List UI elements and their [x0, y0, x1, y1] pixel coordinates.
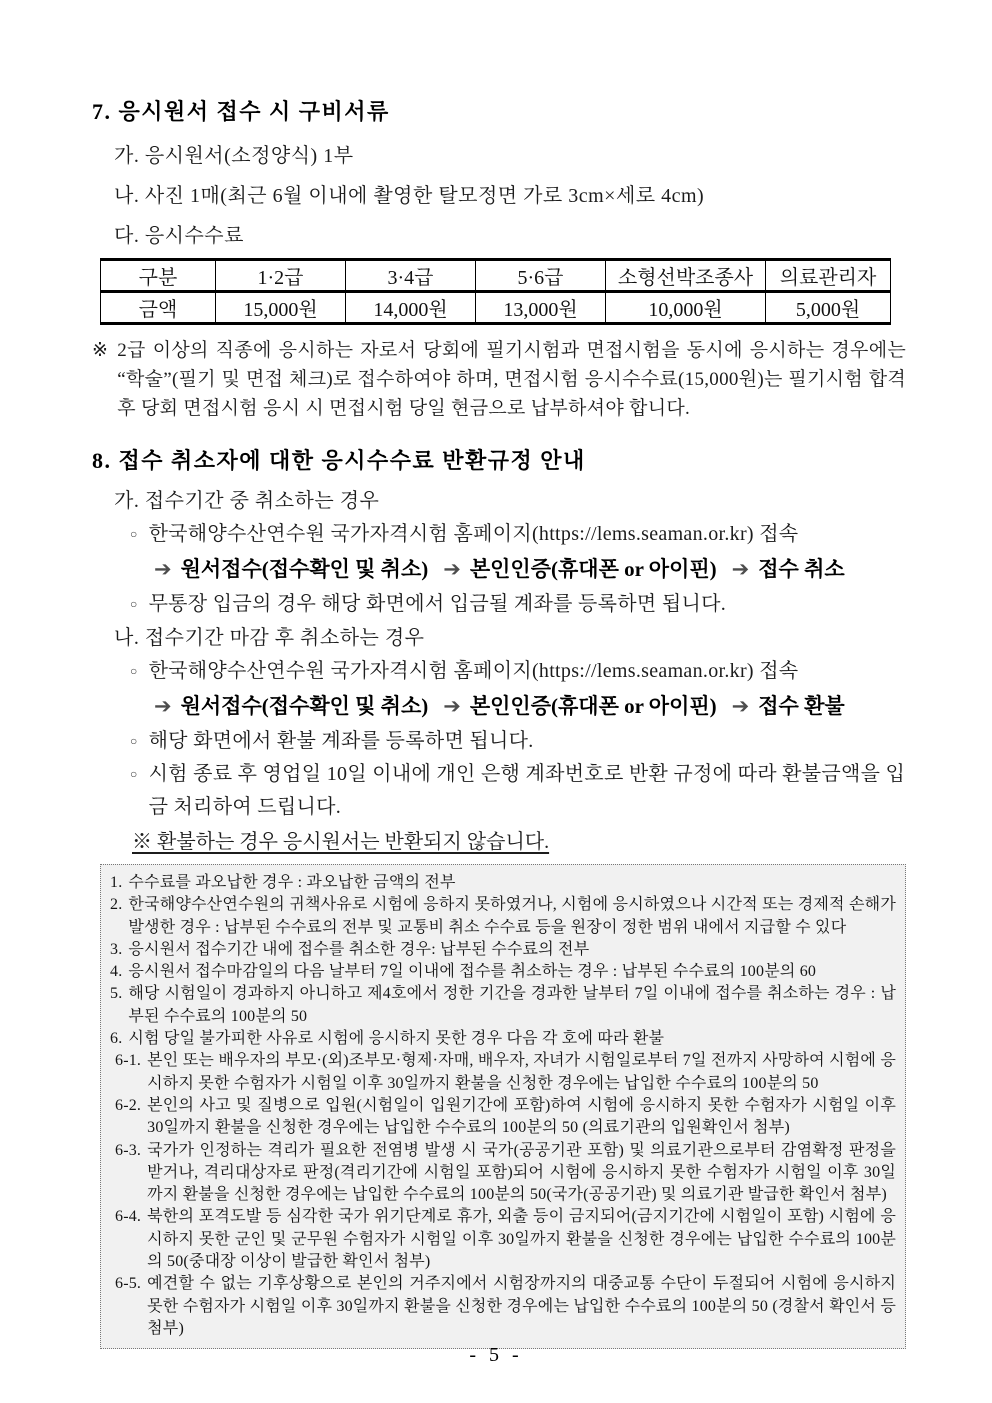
rule-number: 3. — [110, 940, 123, 958]
circle-bullet-icon: ○ — [130, 767, 138, 781]
flow-step: 원서접수(접수확인 및 취소) — [180, 557, 429, 581]
case-b-label: 나. 접수기간 마감 후 취소하는 경우 — [114, 627, 425, 649]
refund-rule-6-4 — [115, 1206, 896, 1273]
fee-table-header-category: 구분 — [101, 260, 216, 292]
section-7-title: 7. 응시원서 접수 시 구비서류 — [92, 99, 390, 124]
refund-rule-1 — [110, 872, 896, 894]
fee-table-header-grade56: 5·6급 — [476, 260, 606, 292]
bullet-item-deposit-note — [130, 588, 906, 621]
arrow-icon: ➔ — [154, 557, 172, 581]
homepage-text-b: 한국해양수산연수원 국가자격시험 홈페이지(https://lems.seaman.or.kr) 접속 — [148, 660, 799, 682]
refund-warning-underlined — [132, 831, 549, 853]
flow-step: 본인인증(휴대폰 or 아이핀) — [469, 694, 717, 718]
fee-table-header-medical-manager: 의료관리자 — [766, 260, 891, 292]
fee-table-header-grade12: 1·2급 — [216, 260, 346, 292]
rule-number: 6-4. — [115, 1208, 142, 1226]
section-required-documents — [92, 98, 906, 423]
fee-value-medical-manager: 5,000원 — [766, 292, 891, 324]
fee-table-header-row — [101, 260, 891, 292]
account-note-text: 해당 화면에서 환불 계좌를 등록하면 됩니다. — [148, 730, 534, 752]
reference-mark-icon: ※ — [132, 831, 152, 853]
fee-table-amount-row — [101, 292, 891, 324]
fee-note-text: 2급 이상의 직종에 응시하는 자로서 당회에 필기시험과 면접시험을 동시에 응시하는 경우에는 “학술”(필기 및 면접 체크)로 접수하여야 하며, 면접시험 응시수수료(15,000원)는 필기시험 합격 후 당회 면접시험 응시 시 면접시험 당일 현금으로 납부하셔야 합니다. — [117, 340, 906, 419]
section-7-list — [92, 136, 906, 256]
arrow-icon: ➔ — [443, 557, 461, 581]
rule-number: 1. — [110, 874, 123, 891]
refund-warning-text: 환불하는 경우 응시원서는 반환되지 않습니다. — [157, 831, 550, 853]
arrow-icon: ➔ — [443, 694, 461, 718]
bullet-item-homepage-b — [130, 655, 906, 688]
rule-text: 해당 시험일이 경과하지 아니하고 제4호에서 정한 기간을 경과한 날부터 7일 이내에 접수를 취소하는 경우 : 납부된 수수료의 100분의 50 — [128, 985, 896, 1025]
homepage-text-a: 한국해양수산연수원 국가자격시험 홈페이지(https://lems.seaman.or.kr) 접속 — [148, 523, 799, 545]
rule-number: 6-5. — [115, 1275, 142, 1293]
refund-rule-6 — [110, 1028, 896, 1050]
rule-text: 응시원서 접수마감일의 다음 날부터 7일 이내에 접수를 취소하는 경우 : 납부된 수수료의 100분의 60 — [128, 963, 817, 981]
rule-text: 응시원서 접수기간 내에 접수를 취소한 경우: 납부된 수수료의 전부 — [128, 940, 590, 958]
refund-rule-6-5 — [115, 1273, 896, 1340]
flow-step: 접수 취소 — [758, 557, 845, 581]
flow-step: 본인인증(휴대폰 or 아이핀) — [469, 557, 717, 581]
refund-rules-box — [100, 864, 906, 1349]
refund-warning — [132, 825, 906, 859]
rule-number: 6-3. — [115, 1141, 142, 1159]
refund-note-text: 시험 종료 후 영업일 10일 이내에 개인 은행 계좌번호로 반환 규정에 따라 환불금액을 입금 처리하여 드립니다. — [148, 763, 906, 818]
list-item-photo: 나. 사진 1매(최근 6월 이내에 촬영한 탈모정면 가로 3cm×세로 4cm) — [114, 185, 705, 207]
section-8-body — [92, 484, 906, 859]
rule-number: 6. — [110, 1030, 123, 1048]
fee-value-grade34: 14,000원 — [346, 292, 476, 324]
fee-value-grade56: 13,000원 — [476, 292, 606, 324]
list-item-fee: 다. 응시수수료 — [114, 225, 244, 247]
section-8-title: 8. 접수 취소자에 대한 응시수수료 반환규정 안내 — [92, 448, 586, 473]
bullet-item-refund-note — [130, 758, 906, 824]
arrow-icon: ➔ — [731, 694, 750, 718]
rule-text: 한국해양수산연수원의 귀책사유로 시험에 응하지 못하였거나, 시험에 응시하였으나 시간적 또는 경제적 손해가 발생한 경우 : 납부된 수수료의 전부 및 교통비 취소 수수료 등을 원장이 정한 범위 내에서 지급할 수 있다 — [128, 896, 896, 936]
fee-table-header-grade34: 3·4급 — [346, 260, 476, 292]
fee-table-header-small-vessel: 소형선박조종사 — [606, 260, 766, 292]
refund-rule-5 — [110, 983, 896, 1028]
list-item-application-form: 가. 응시원서(소정양식) 1부 — [114, 145, 354, 167]
refund-rule-4 — [110, 961, 896, 983]
refund-rule-6-3 — [115, 1140, 896, 1207]
case-a-label: 가. 접수기간 중 취소하는 경우 — [114, 490, 380, 512]
circle-bullet-icon: ○ — [130, 527, 138, 541]
flow-step: 원서접수(접수확인 및 취소) — [180, 694, 429, 718]
page-number: - 5 - — [469, 1344, 523, 1366]
rule-text: 본인의 사고 및 질병으로 입원(시험일이 입원기간에 포함)하여 시험에 응시하지 못한 수험자가 시험일 이후 30일까지 환불을 신청한 경우에는 납입한 수수료의 100분의 50 (의료기관의 입원확인서 첨부) — [147, 1096, 896, 1137]
fee-value-grade12: 15,000원 — [216, 292, 346, 324]
rule-number: 2. — [110, 896, 123, 914]
flow-refund-steps — [154, 688, 906, 725]
fee-value-small-vessel: 10,000원 — [606, 292, 766, 324]
fee-table — [100, 258, 891, 325]
circle-bullet-icon: ○ — [130, 734, 138, 748]
rule-number: 6-2. — [115, 1096, 142, 1114]
rule-number: 4. — [110, 963, 123, 981]
deposit-note-text: 무통장 입금의 경우 해당 화면에서 입금될 계좌를 등록하면 됩니다. — [148, 593, 727, 615]
refund-rule-6-1 — [115, 1050, 896, 1095]
rule-text: 예견할 수 없는 기후상황으로 본인의 거주지에서 시험장까지의 대중교통 수단이 두절되어 시험에 응시하지 못한 수험자가 시험일 이후 30일까지 환불을 신청한 경우에는 납입한 수수료의 100분의 50 (경찰서 확인서 등 첨부) — [147, 1275, 896, 1337]
rule-text: 수수료를 과오납한 경우 : 과오납한 금액의 전부 — [128, 874, 456, 891]
circle-bullet-icon: ○ — [130, 597, 138, 611]
circle-bullet-icon: ○ — [130, 664, 138, 678]
rule-number: 6-1. — [115, 1052, 142, 1070]
section-refund-guide — [92, 447, 906, 859]
arrow-icon: ➔ — [731, 557, 750, 581]
flow-step: 접수 환불 — [758, 694, 845, 718]
refund-rule-3 — [110, 939, 896, 961]
refund-rule-6-2 — [115, 1095, 896, 1140]
fee-note — [92, 336, 906, 423]
arrow-icon: ➔ — [154, 694, 172, 718]
flow-cancel-steps — [154, 551, 906, 588]
rule-text: 국가가 인정하는 격리가 필요한 전염병 발생 시 국가(공공기관 포함) 및 의료기관으로부터 감염확정 판정을 받거나, 격리대상자로 판정(격리기간에 시험일 포함)되어 시험에 응시하지 못한 수험자가 시험일 이후 30일까지 환불을 신청한 경우에는 납입한 수수료의 100분의 50(국가(공공기관) 및 의료기관 발급한 확인서 첨부) — [147, 1141, 896, 1204]
bullet-item-homepage-a — [130, 518, 906, 551]
refund-rule-2 — [110, 894, 896, 939]
rule-text: 북한의 포격도발 등 심각한 국가 위기단계로 휴가, 외출 등이 금지되어(금지기간에 시험일이 포함) 시험에 응시하지 못한 군인 및 군무원 수험자가 시험일 이후 30일까지 환불을 신청한 경우에는 납입한 수수료의 100분의 50(중대장 이상이 발급한 확인서 첨부) — [147, 1208, 896, 1271]
rule-number: 5. — [110, 985, 123, 1003]
reference-mark-icon: ※ — [92, 340, 109, 361]
rule-text: 시험 당일 불가피한 사유로 시험에 응시하지 못한 경우 다음 각 호에 따라 환불 — [128, 1030, 665, 1048]
rule-text: 본인 또는 배우자의 부모·(외)조부모·형제·자매, 배우자, 자녀가 시험일로부터 7일 전까지 사망하여 시험에 응시하지 못한 수험자가 시험일 이후 30일까지 환불을 신청한 경우에는 납입한 수수료의 100분의 50 — [147, 1052, 896, 1092]
bullet-item-account-note — [130, 725, 906, 758]
fee-row-label: 금액 — [101, 292, 216, 324]
